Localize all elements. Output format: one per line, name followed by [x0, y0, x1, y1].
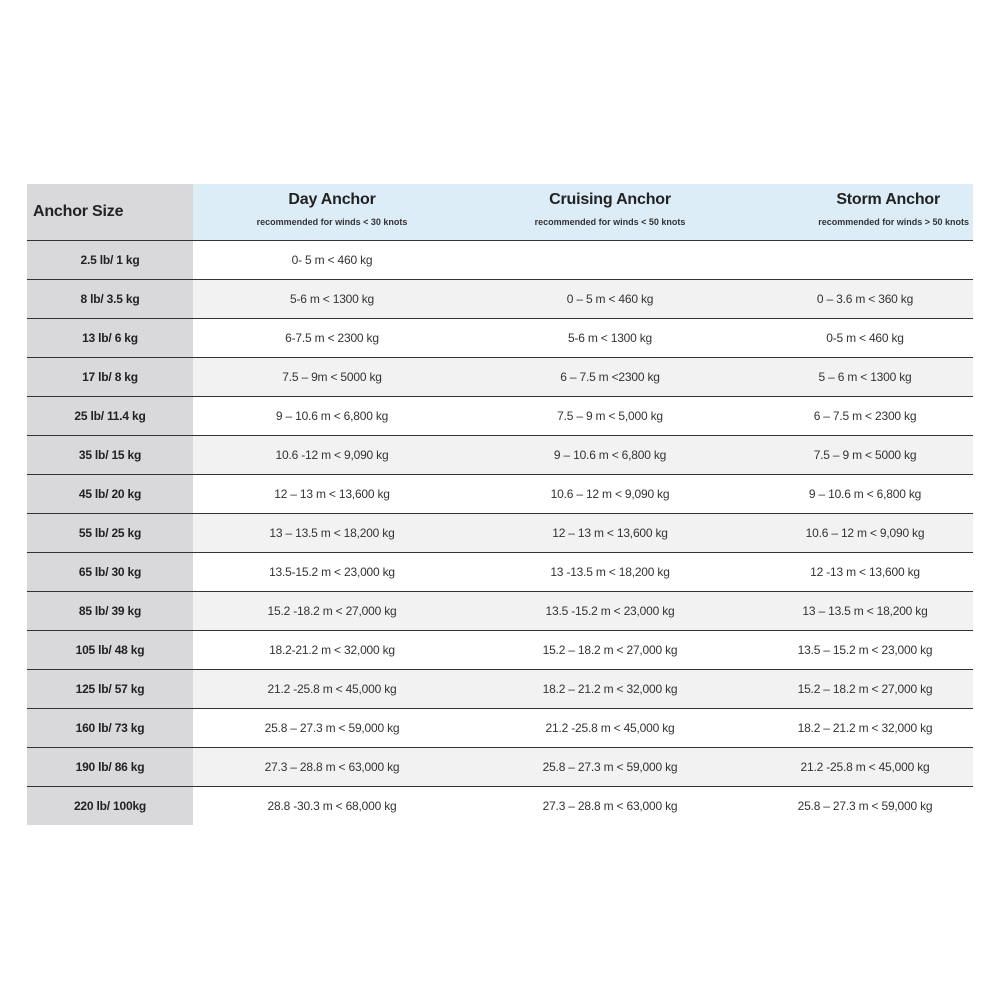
table-body	[27, 241, 973, 825]
cruising-anchor-cell: 12 – 13 m < 13,600 kg	[471, 514, 749, 552]
day-anchor-cell: 12 – 13 m < 13,600 kg	[193, 475, 471, 513]
cruising-anchor-cell: 13.5 -15.2 m < 23,000 kg	[471, 592, 749, 630]
table-row	[27, 358, 973, 397]
anchor-size-cell: 45 lb/ 20 kg	[27, 475, 193, 513]
cruising-anchor-cell: 13 -13.5 m < 18,200 kg	[471, 553, 749, 591]
anchor-size-cell: 2.5 lb/ 1 kg	[27, 241, 193, 279]
storm-anchor-cell: 21.2 -25.8 m < 45,000 kg	[749, 748, 973, 786]
table-row	[27, 787, 973, 825]
cruising-anchor-cell: 15.2 – 18.2 m < 27,000 kg	[471, 631, 749, 669]
day-anchor-cell: 13 – 13.5 m < 18,200 kg	[193, 514, 471, 552]
storm-anchor-cell: 12 -13 m < 13,600 kg	[749, 553, 973, 591]
storm-anchor-cell: 0-5 m < 460 kg	[749, 319, 973, 357]
storm-anchor-cell: 0 – 3.6 m < 360 kg	[749, 280, 973, 318]
anchor-size-cell: 8 lb/ 3.5 kg	[27, 280, 193, 318]
anchor-size-cell: 105 lb/ 48 kg	[27, 631, 193, 669]
cruising-anchor-cell: 10.6 – 12 m < 9,090 kg	[471, 475, 749, 513]
cruising-anchor-cell: 21.2 -25.8 m < 45,000 kg	[471, 709, 749, 747]
table-row	[27, 475, 973, 514]
cruising-anchor-title: Cruising Anchor	[549, 191, 671, 208]
table-row	[27, 553, 973, 592]
storm-anchor-cell: 5 – 6 m < 1300 kg	[749, 358, 973, 396]
cruising-anchor-cell: 0 – 5 m < 460 kg	[471, 280, 749, 318]
table-row	[27, 514, 973, 553]
day-anchor-cell: 6-7.5 m < 2300 kg	[193, 319, 471, 357]
cruising-anchor-cell: 6 – 7.5 m <2300 kg	[471, 358, 749, 396]
day-anchor-cell: 9 – 10.6 m < 6,800 kg	[193, 397, 471, 435]
anchor-size-header: Anchor Size	[27, 184, 193, 240]
storm-anchor-cell	[749, 241, 973, 279]
storm-anchor-cell: 6 – 7.5 m < 2300 kg	[749, 397, 973, 435]
table-row	[27, 436, 973, 475]
table-row	[27, 397, 973, 436]
table-row	[27, 748, 973, 787]
anchor-size-cell: 65 lb/ 30 kg	[27, 553, 193, 591]
cruising-anchor-cell: 25.8 – 27.3 m < 59,000 kg	[471, 748, 749, 786]
day-anchor-cell: 0- 5 m < 460 kg	[193, 241, 471, 279]
storm-anchor-subtitle: recommended for winds > 50 knots	[818, 217, 969, 227]
day-anchor-cell: 13.5-15.2 m < 23,000 kg	[193, 553, 471, 591]
cruising-anchor-cell	[471, 241, 749, 279]
anchor-size-cell: 25 lb/ 11.4 kg	[27, 397, 193, 435]
cruising-anchor-header	[471, 184, 749, 240]
storm-anchor-cell: 13.5 – 15.2 m < 23,000 kg	[749, 631, 973, 669]
table-row	[27, 709, 973, 748]
table-row	[27, 631, 973, 670]
day-anchor-cell: 5-6 m < 1300 kg	[193, 280, 471, 318]
table-row	[27, 241, 973, 280]
cruising-anchor-subtitle: recommended for winds < 50 knots	[534, 217, 686, 227]
storm-anchor-header	[749, 184, 973, 240]
day-anchor-cell: 21.2 -25.8 m < 45,000 kg	[193, 670, 471, 708]
cruising-anchor-cell: 27.3 – 28.8 m < 63,000 kg	[471, 787, 749, 825]
anchor-size-cell: 125 lb/ 57 kg	[27, 670, 193, 708]
table-row	[27, 280, 973, 319]
storm-anchor-cell: 18.2 – 21.2 m < 32,000 kg	[749, 709, 973, 747]
cruising-anchor-cell: 5-6 m < 1300 kg	[471, 319, 749, 357]
day-anchor-cell: 10.6 -12 m < 9,090 kg	[193, 436, 471, 474]
table-row	[27, 319, 973, 358]
table-row	[27, 670, 973, 709]
day-anchor-subtitle: recommended for winds < 30 knots	[256, 217, 408, 227]
day-anchor-header	[193, 184, 471, 240]
day-anchor-cell: 15.2 -18.2 m < 27,000 kg	[193, 592, 471, 630]
storm-anchor-cell: 13 – 13.5 m < 18,200 kg	[749, 592, 973, 630]
day-anchor-cell: 25.8 – 27.3 m < 59,000 kg	[193, 709, 471, 747]
anchor-size-cell: 160 lb/ 73 kg	[27, 709, 193, 747]
storm-anchor-cell: 15.2 – 18.2 m < 27,000 kg	[749, 670, 973, 708]
anchor-size-cell: 220 lb/ 100kg	[27, 787, 193, 825]
anchor-size-cell: 17 lb/ 8 kg	[27, 358, 193, 396]
table-row	[27, 592, 973, 631]
anchor-size-cell: 190 lb/ 86 kg	[27, 748, 193, 786]
day-anchor-cell: 27.3 – 28.8 m < 63,000 kg	[193, 748, 471, 786]
storm-anchor-title: Storm Anchor	[836, 191, 940, 208]
day-anchor-title: Day Anchor	[288, 191, 376, 208]
anchor-size-cell: 85 lb/ 39 kg	[27, 592, 193, 630]
cruising-anchor-cell: 7.5 – 9 m < 5,000 kg	[471, 397, 749, 435]
cruising-anchor-cell: 9 – 10.6 m < 6,800 kg	[471, 436, 749, 474]
storm-anchor-cell: 10.6 – 12 m < 9,090 kg	[749, 514, 973, 552]
storm-anchor-cell: 7.5 – 9 m < 5000 kg	[749, 436, 973, 474]
table-header	[27, 184, 973, 241]
anchor-size-cell: 55 lb/ 25 kg	[27, 514, 193, 552]
day-anchor-cell: 28.8 -30.3 m < 68,000 kg	[193, 787, 471, 825]
day-anchor-cell: 7.5 – 9m < 5000 kg	[193, 358, 471, 396]
anchor-size-table	[27, 184, 973, 825]
cruising-anchor-cell: 18.2 – 21.2 m < 32,000 kg	[471, 670, 749, 708]
anchor-size-cell: 35 lb/ 15 kg	[27, 436, 193, 474]
storm-anchor-cell: 9 – 10.6 m < 6,800 kg	[749, 475, 973, 513]
storm-anchor-cell: 25.8 – 27.3 m < 59,000 kg	[749, 787, 973, 825]
anchor-size-cell: 13 lb/ 6 kg	[27, 319, 193, 357]
day-anchor-cell: 18.2-21.2 m < 32,000 kg	[193, 631, 471, 669]
